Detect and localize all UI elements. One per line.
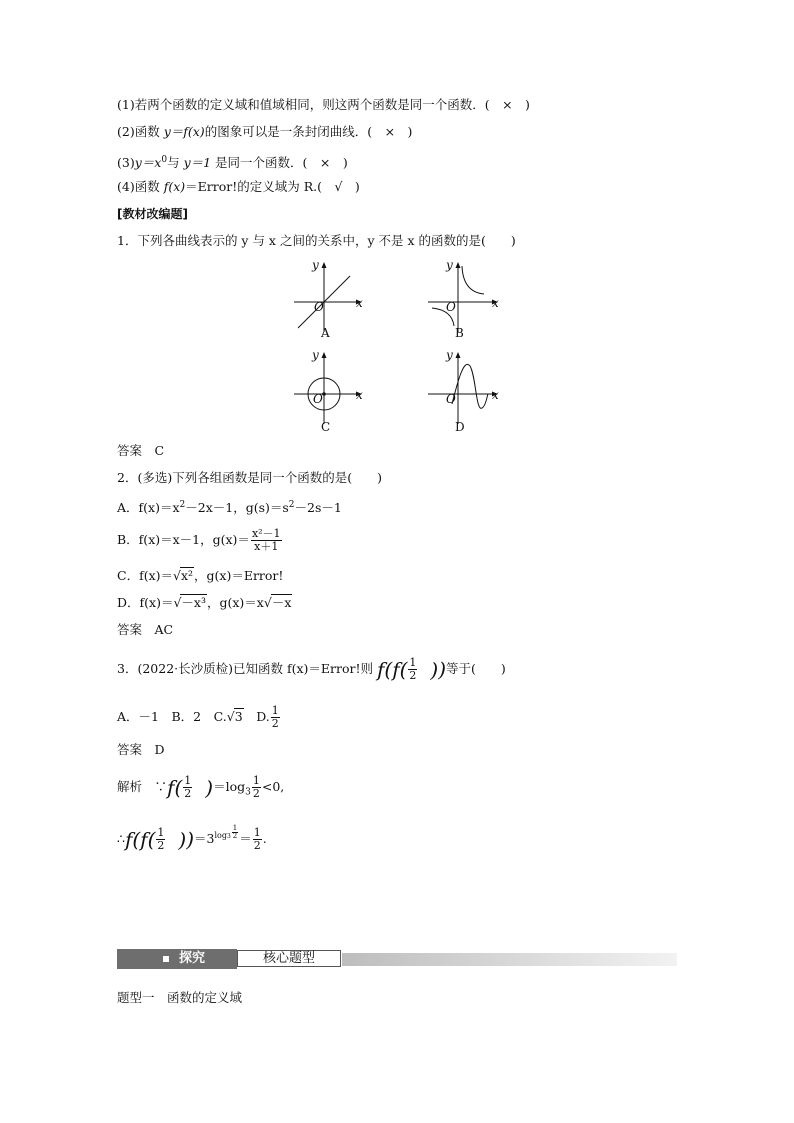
half-denominator: 2 [409, 669, 417, 682]
sol-log-denominator: 2 [252, 787, 260, 800]
judge-item-2-post: 的图象可以是一条封闭曲线．( × ) [204, 124, 413, 139]
sol-half-numerator: 1 [184, 774, 192, 787]
paren-close: ) [438, 657, 447, 682]
sol2-paren-close-inner: ) [178, 827, 187, 852]
judge-item-3 [117, 152, 348, 171]
solution-log-base: 3 [245, 787, 251, 798]
sol-half-denominator: 2 [184, 787, 192, 800]
sqrt-sign: √ [173, 595, 182, 610]
graph-d-origin: O [446, 392, 456, 406]
option-a-post: －2s－1 [294, 500, 342, 516]
option-3a: A．－1 [117, 709, 159, 724]
because-sign: ∵ [154, 779, 168, 794]
judge-item-3-mid: 与 [167, 155, 184, 171]
problem-2-stem: 2．(多选)下列各组函数是同一个函数的是( ) [117, 470, 382, 485]
judge-item-4 [117, 179, 360, 195]
sol2-half-fraction [156, 827, 165, 852]
sol2-result-numerator: 1 [253, 826, 261, 840]
problem-2-answer: 答案 AC [117, 622, 174, 637]
graph-d-x-label: x [492, 388, 499, 402]
graph-b-label: B [455, 326, 464, 340]
judge-item-2-fx: y＝f(x) [163, 124, 205, 139]
graph-b [424, 258, 504, 338]
section-header-dark [117, 949, 237, 969]
option-c-radicand: x² [180, 568, 194, 583]
problem-2-option-a [117, 497, 342, 516]
graph-b-x-label: x [492, 296, 499, 310]
option-d-pre: D．f(x)＝ [117, 595, 174, 610]
sol-log-fraction [252, 775, 261, 800]
option-a-mid: －2x－1，g(s)＝s [185, 500, 289, 516]
option-3c-radicand: 3 [234, 709, 243, 724]
graph-b-y-label: y [446, 258, 453, 272]
judge-item-4-fx: f(x) [163, 179, 186, 194]
option-d-mid: ，g(x)＝x [206, 595, 264, 610]
section-header-right-label: 核心题型 [262, 951, 315, 966]
problem-3-answer: 答案 D [117, 742, 165, 757]
option-3d-fraction [271, 705, 280, 730]
solution-line-2 [117, 818, 267, 858]
tag-label: [教材改编题] [117, 207, 188, 221]
solution-power-exponent: log [214, 831, 227, 840]
section-header-box [237, 950, 341, 967]
judge-item-4-post: ＝Error!的定义域为 R.( √ ) [185, 179, 360, 194]
graph-c-y-label: y [312, 348, 319, 362]
sol2-paren-open: ( [132, 827, 141, 852]
judge-item-2 [117, 124, 412, 140]
problem-1-stem: 1．下列各曲线表示的 y 与 x 之间的关系中，y 不是 x 的函数的是( ) [117, 233, 516, 248]
option-b-numerator: x²－1 [251, 527, 281, 540]
graph-a [288, 258, 368, 338]
solution-line-2-tail: . [262, 831, 267, 847]
judge-item-3-a: y＝x [134, 155, 162, 171]
sol2-paren-close: ) [186, 827, 195, 852]
option-b-fraction [251, 528, 282, 553]
solution-line-1 [117, 770, 284, 810]
option-b-denominator: x＋1 [254, 540, 279, 553]
judge-item-3-post: 是同一个函数．( × ) [211, 155, 348, 171]
option-d-radicand-2: －x [271, 595, 292, 610]
solution-label: 解析 [117, 779, 143, 794]
problem-3-stem-post: 等于( ) [446, 661, 506, 676]
option-3c-pre: C. [213, 709, 227, 724]
f-symbol-inner: f [392, 657, 400, 682]
paren-open-inner: ( [399, 657, 408, 682]
option-3d-denominator: 2 [271, 717, 279, 730]
graph-d [424, 348, 504, 434]
square-bullet-icon [163, 956, 169, 962]
sol2-paren-open-inner: ( [147, 827, 156, 852]
judge-item-3-pre: (3) [117, 155, 135, 171]
option-a-pre: A．f(x)＝x [117, 500, 180, 516]
sqrt-sign: √ [226, 709, 235, 724]
judge-item-1-text: (1)若两个函数的定义域和值域相同，则这两个函数是同一个函数．( × ) [117, 97, 530, 112]
judge-item-3-sup: 0 [161, 155, 168, 165]
graph-d-y-label: y [446, 348, 453, 362]
option-a-sup2: 2 [288, 500, 295, 510]
sol2-exponent-fraction [232, 825, 238, 840]
graph-d-label: D [455, 420, 465, 434]
option-d-radicand: －x³ [181, 595, 206, 610]
sol2-exp-numerator: 1 [232, 824, 238, 832]
sol2-half-denominator: 2 [157, 839, 165, 853]
sqrt-sign: √ [263, 595, 272, 610]
graph-a-y-label: y [312, 258, 319, 272]
section-header-bar [117, 949, 677, 969]
sol2-f-symbol: f [124, 827, 133, 852]
judge-item-1 [117, 97, 530, 113]
graph-a-x-label: x [356, 296, 363, 310]
problem-3-options [117, 702, 281, 732]
solution-exponent-base: 3 [226, 833, 231, 840]
sol-paren-open: ( [174, 775, 183, 800]
graph-c-x-label: x [356, 388, 363, 402]
half-numerator: 1 [409, 656, 417, 669]
option-3b: B．2 [171, 709, 202, 724]
sol2-result-fraction [253, 827, 262, 852]
option-c-post: ，g(x)＝Error! [194, 568, 284, 583]
f-symbol: f [376, 657, 385, 682]
problem-3-stem-pre: 3．(2022·长沙质检)已知函数 f(x)＝Error!则 [117, 661, 377, 676]
solution-equals: ＝ [239, 831, 252, 847]
sol2-f-inner: f [140, 827, 148, 852]
problem-3-stem [117, 652, 506, 687]
graph-a-label: A [321, 326, 330, 340]
half-fraction [408, 657, 417, 682]
problem-2-option-c [117, 568, 283, 584]
section-header-gradient [342, 953, 677, 966]
graph-c-label: C [321, 420, 331, 434]
sqrt-sign: √ [173, 568, 181, 583]
problem-2-option-b [117, 522, 283, 558]
sol-log-numerator: 1 [252, 774, 260, 787]
sol2-half-numerator: 1 [157, 826, 165, 840]
option-b-pre: B．f(x)＝x－1，g(x)＝ [117, 532, 250, 547]
therefore-sign: ∴ [117, 831, 125, 847]
solution-log: ＝log [213, 779, 246, 794]
section-header-left-label: 探究 [179, 951, 206, 966]
judge-item-3-b: y＝1 [183, 155, 212, 171]
graph-a-origin: O [314, 300, 324, 314]
sol-f-symbol: f [167, 775, 175, 800]
problem-2-option-d [117, 595, 292, 611]
solution-line-1-tail: <0, [261, 779, 285, 794]
graph-c-origin: O [313, 392, 323, 406]
judge-item-2-pre: (2)函数 [117, 124, 164, 139]
option-3d-numerator: 1 [271, 704, 279, 717]
graph-c [288, 348, 368, 434]
paren-open: ( [384, 657, 393, 682]
judge-item-4-pre: (4)函数 [117, 179, 164, 194]
option-a-sup1: 2 [179, 500, 186, 510]
option-3d-pre: D. [256, 709, 270, 724]
sol-half-fraction [183, 775, 192, 800]
solution-power-base: ＝3 [194, 831, 215, 847]
sol2-exp-denominator: 2 [232, 832, 238, 840]
topic-heading: 题型一 函数的定义域 [117, 990, 243, 1005]
paren-close-inner: ) [430, 657, 439, 682]
problem-1-answer: 答案 C [117, 443, 165, 458]
graph-b-origin: O [446, 300, 456, 314]
sol2-result-denominator: 2 [253, 839, 261, 853]
option-c-pre: C．f(x)＝ [117, 568, 173, 583]
sol-paren-close: ) [205, 775, 214, 800]
